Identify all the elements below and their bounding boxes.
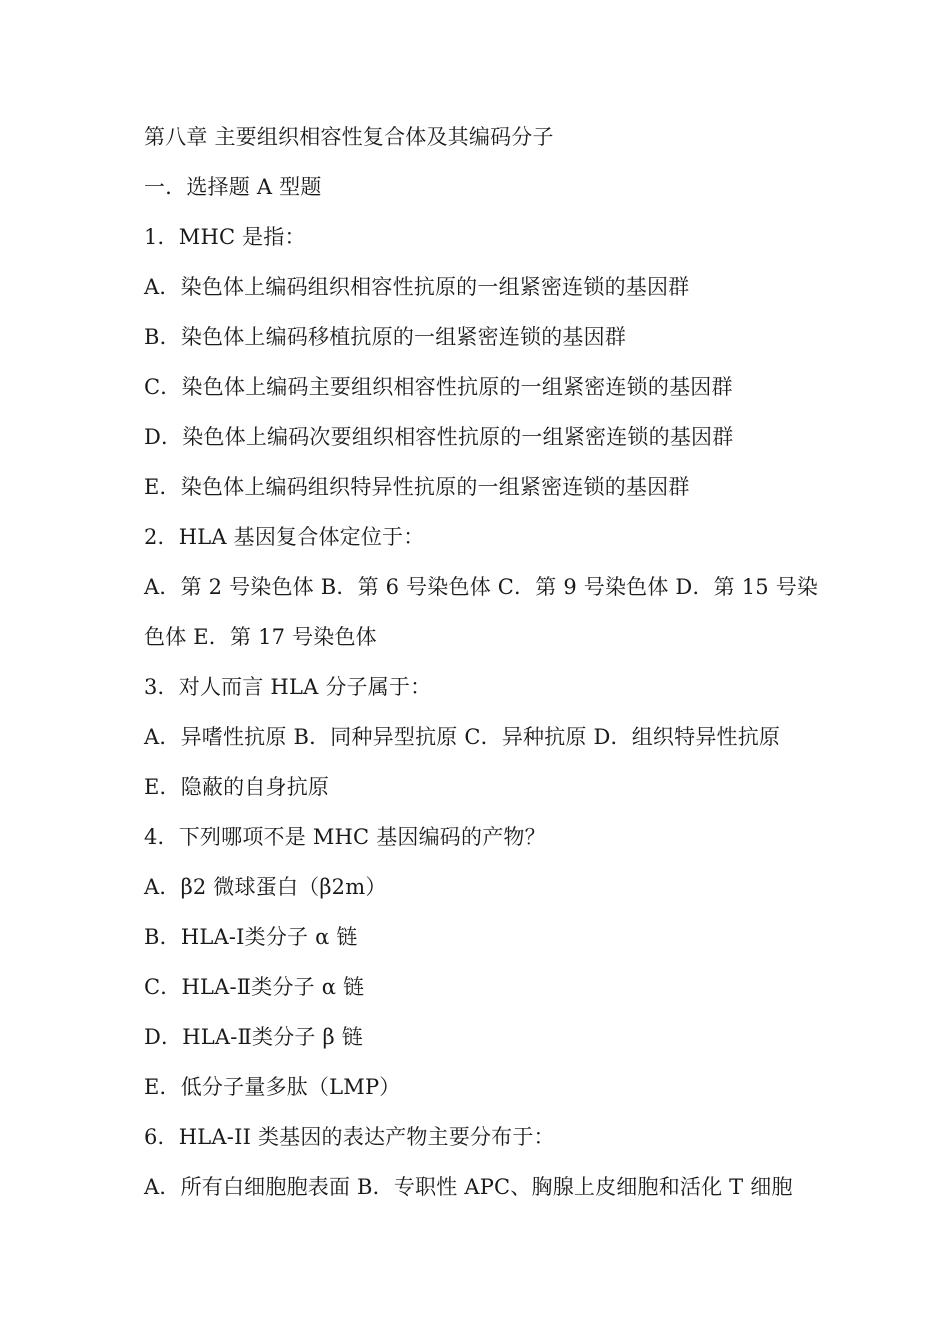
section-heading: 一．选择题 A 型题 [144,175,322,199]
question-4-option-a: A．β2 微球蛋白（β2m） [144,875,387,899]
question-2: 2．HLA 基因复合体定位于： [144,525,425,549]
question-2-options-line-2: 色体 E．第 17 号染色体 [144,625,377,649]
question-6: 6．HLA-II 类基因的表达产物主要分布于： [144,1125,555,1149]
question-1-option-a: A．染色体上编码组织相容性抗原的一组紧密连锁的基因群 [144,275,690,299]
question-1-option-b: B．染色体上编码移植抗原的一组紧密连锁的基因群 [144,325,627,349]
chapter-title: 第八章 主要组织相容性复合体及其编码分子 [144,125,554,149]
question-4-option-e: E．低分子量多肽（LMP） [144,1075,401,1099]
question-4-option-b: B．HLA-Ⅰ类分子 α 链 [144,925,358,949]
question-3-options-line-2: E．隐蔽的自身抗原 [144,775,330,799]
question-1-option-e: E．染色体上编码组织特异性抗原的一组紧密连锁的基因群 [144,475,690,499]
question-4-option-d: D．HLA-Ⅱ类分子 β 链 [144,1025,363,1049]
question-4: 4．下列哪项不是 MHC 基因编码的产物？ [144,825,546,849]
question-1-option-c: C．染色体上编码主要组织相容性抗原的一组紧密连锁的基因群 [144,375,733,399]
question-1: 1．MHC 是指： [144,225,306,249]
question-3: 3．对人而言 HLA 分子属于： [144,675,432,699]
question-1-option-d: D．染色体上编码次要组织相容性抗原的一组紧密连锁的基因群 [144,425,734,449]
document-body [144,112,819,1212]
question-2-options-line-1: A．第 2 号染色体 B．第 6 号染色体 C．第 9 号染色体 D．第 15 号染 [144,575,819,599]
question-3-options-line-1: A．异嗜性抗原 B．同种异型抗原 C．异种抗原 D．组织特异性抗原 [144,725,781,749]
question-4-option-c: C．HLA-Ⅱ类分子 α 链 [144,975,365,999]
question-6-options-line-1: A．所有白细胞胞表面 B．专职性 APC、胸腺上皮细胞和活化 T 细胞 [144,1175,793,1199]
